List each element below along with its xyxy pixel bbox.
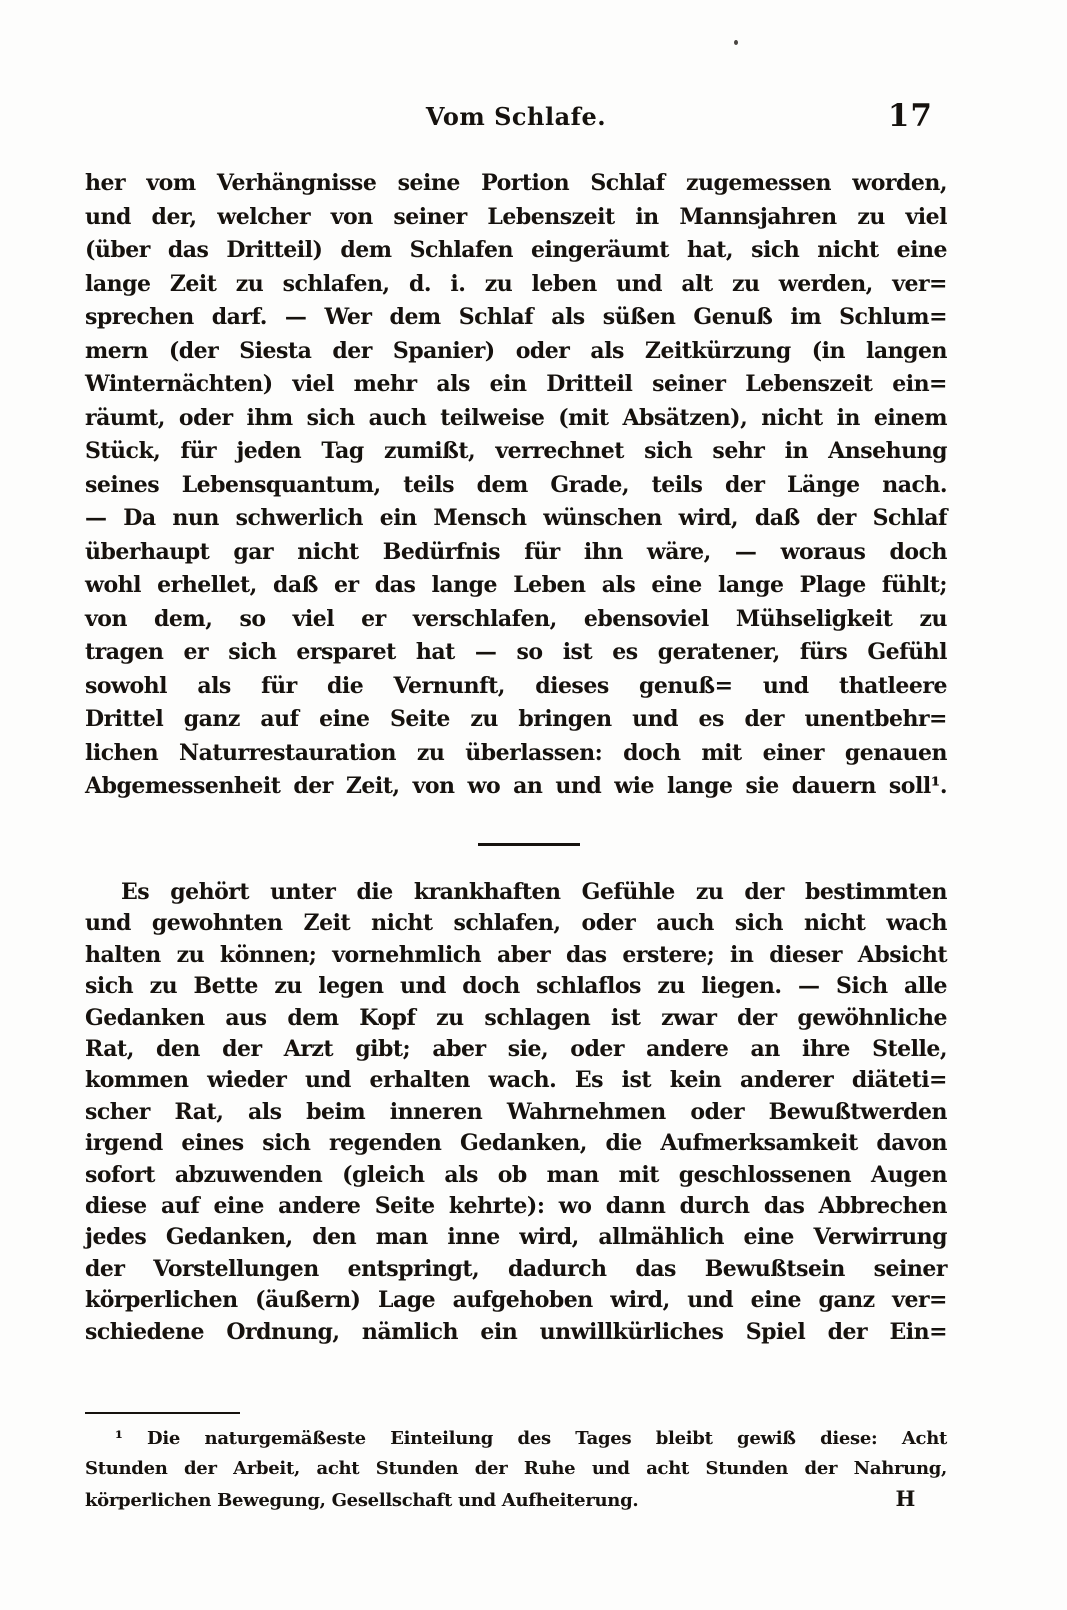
- text-line: seines Lebensquantum, teils dem Grade, teils der Länge nach.: [85, 471, 947, 498]
- footnote: [85, 1424, 947, 1516]
- text-line: und der, welcher von seiner Lebenszeit in Mannsjahren zu viel: [85, 203, 947, 230]
- text-line: kommen wieder und erhalten wach. Es ist kein anderer diäteti=: [85, 1067, 947, 1094]
- paragraph-continuation: [85, 167, 947, 804]
- text-line: schiedene Ordnung, nämlich ein unwillkürliches Spiel der Ein=: [85, 1318, 947, 1345]
- text-line: und gewohnten Zeit nicht schlafen, oder auch sich nicht wach: [85, 910, 947, 937]
- ink-speck: [734, 40, 738, 45]
- running-title: Vom Schlafe.: [425, 102, 607, 131]
- text-line: tragen er sich ersparet hat — so ist es geratener, fürs Gefühl: [85, 639, 947, 665]
- text-line: der Vorstellungen entspringt, dadurch das Bewußtsein seiner: [85, 1255, 947, 1282]
- text-line: sich zu Bette zu legen und doch schlaflos zu liegen. — Sich alle: [85, 973, 947, 1000]
- text-line: Abgemessenheit der Zeit, von wo an und wie lange sie dauern soll¹.: [85, 773, 947, 799]
- page-header: [85, 98, 947, 146]
- text-line: lichen Naturrestauration zu überlassen: doch mit einer genauen: [85, 739, 947, 766]
- text-line: sowohl als für die Vernunft, dieses genuß= und thatleere: [85, 672, 947, 699]
- footnote-line: körperlichen Bewegung, Gesellschaft und Aufheiterung.: [85, 1490, 639, 1511]
- text-line: Stück, für jeden Tag zumißt, verrechnet sich sehr in Ansehung: [85, 438, 947, 464]
- text-line: Winternächten) viel mehr als ein Dritteil seiner Lebenszeit ein=: [85, 371, 947, 397]
- text-line: Gedanken aus dem Kopf zu schlagen ist zwar der gewöhnliche: [85, 1004, 947, 1031]
- text-line: Drittel ganz auf eine Seite zu bringen und es der unentbehr=: [85, 706, 947, 732]
- text-line: (über das Dritteil) dem Schlafen eingeräumt hat, sich nicht eine: [85, 237, 947, 263]
- footnote-last-line: [85, 1484, 947, 1516]
- text-line: her vom Verhängnisse seine Portion Schlaf zugemessen worden,: [85, 170, 947, 196]
- page-number: 17: [887, 98, 933, 134]
- text-line: Rat, den der Arzt gibt; aber sie, oder andere an ihre Stelle,: [85, 1036, 947, 1063]
- paragraph-sleeplessness: [85, 877, 947, 1348]
- text-line: lange Zeit zu schlafen, d. i. zu leben und alt zu werden, ver=: [85, 270, 947, 297]
- text-line: sofort abzuwenden (gleich als ob man mit geschlossenen Augen: [85, 1161, 947, 1188]
- text-line: räumt, oder ihm sich auch teilweise (mit Absätzen), nicht in einem: [85, 404, 947, 431]
- section-divider-rule: [478, 843, 580, 846]
- text-line: körperlichen (äußern) Lage aufgehoben wird, und eine ganz ver=: [85, 1287, 947, 1314]
- text-line: mern (der Siesta der Spanier) oder als Zeitkürzung (in langen: [85, 337, 947, 364]
- footnote-line: ¹ Die naturgemäßeste Einteilung des Tages bleibt gewiß diese: Acht: [115, 1428, 947, 1449]
- text-line: sprechen darf. — Wer dem Schlaf als süßen Genuß im Schlum=: [85, 304, 947, 330]
- footnote-divider-rule: [85, 1412, 240, 1414]
- text-line: — Da nun schwerlich ein Mensch wünschen wird, daß der Schlaf: [85, 505, 947, 531]
- text-line: überhaupt gar nicht Bedürfnis für ihn wäre, — woraus doch: [85, 538, 947, 565]
- text-line: jedes Gedanken, den man inne wird, allmählich eine Verwirrung: [85, 1224, 947, 1251]
- text-line: wohl erhellet, daß er das lange Leben als eine lange Plage fühlt;: [85, 572, 947, 598]
- text-line: halten zu können; vornehmlich aber das erstere; in dieser Absicht: [85, 941, 947, 968]
- text-line: von dem, so viel er verschlafen, ebensoviel Mühseligkeit zu: [85, 605, 947, 632]
- text-line: Es gehört unter die krankhaften Gefühle zu der bestimmten: [121, 879, 947, 905]
- printer-signature-mark: H: [895, 1486, 915, 1511]
- footnote-line: Stunden der Arbeit, acht Stunden der Ruhe und acht Stunden der Nahrung,: [85, 1458, 947, 1479]
- text-line: scher Rat, als beim inneren Wahrnehmen oder Bewußtwerden: [85, 1098, 947, 1125]
- text-line: irgend eines sich regenden Gedanken, die Aufmerksamkeit davon: [85, 1130, 947, 1157]
- text-line: diese auf eine andere Seite kehrte): wo dann durch das Abbrechen: [85, 1193, 947, 1220]
